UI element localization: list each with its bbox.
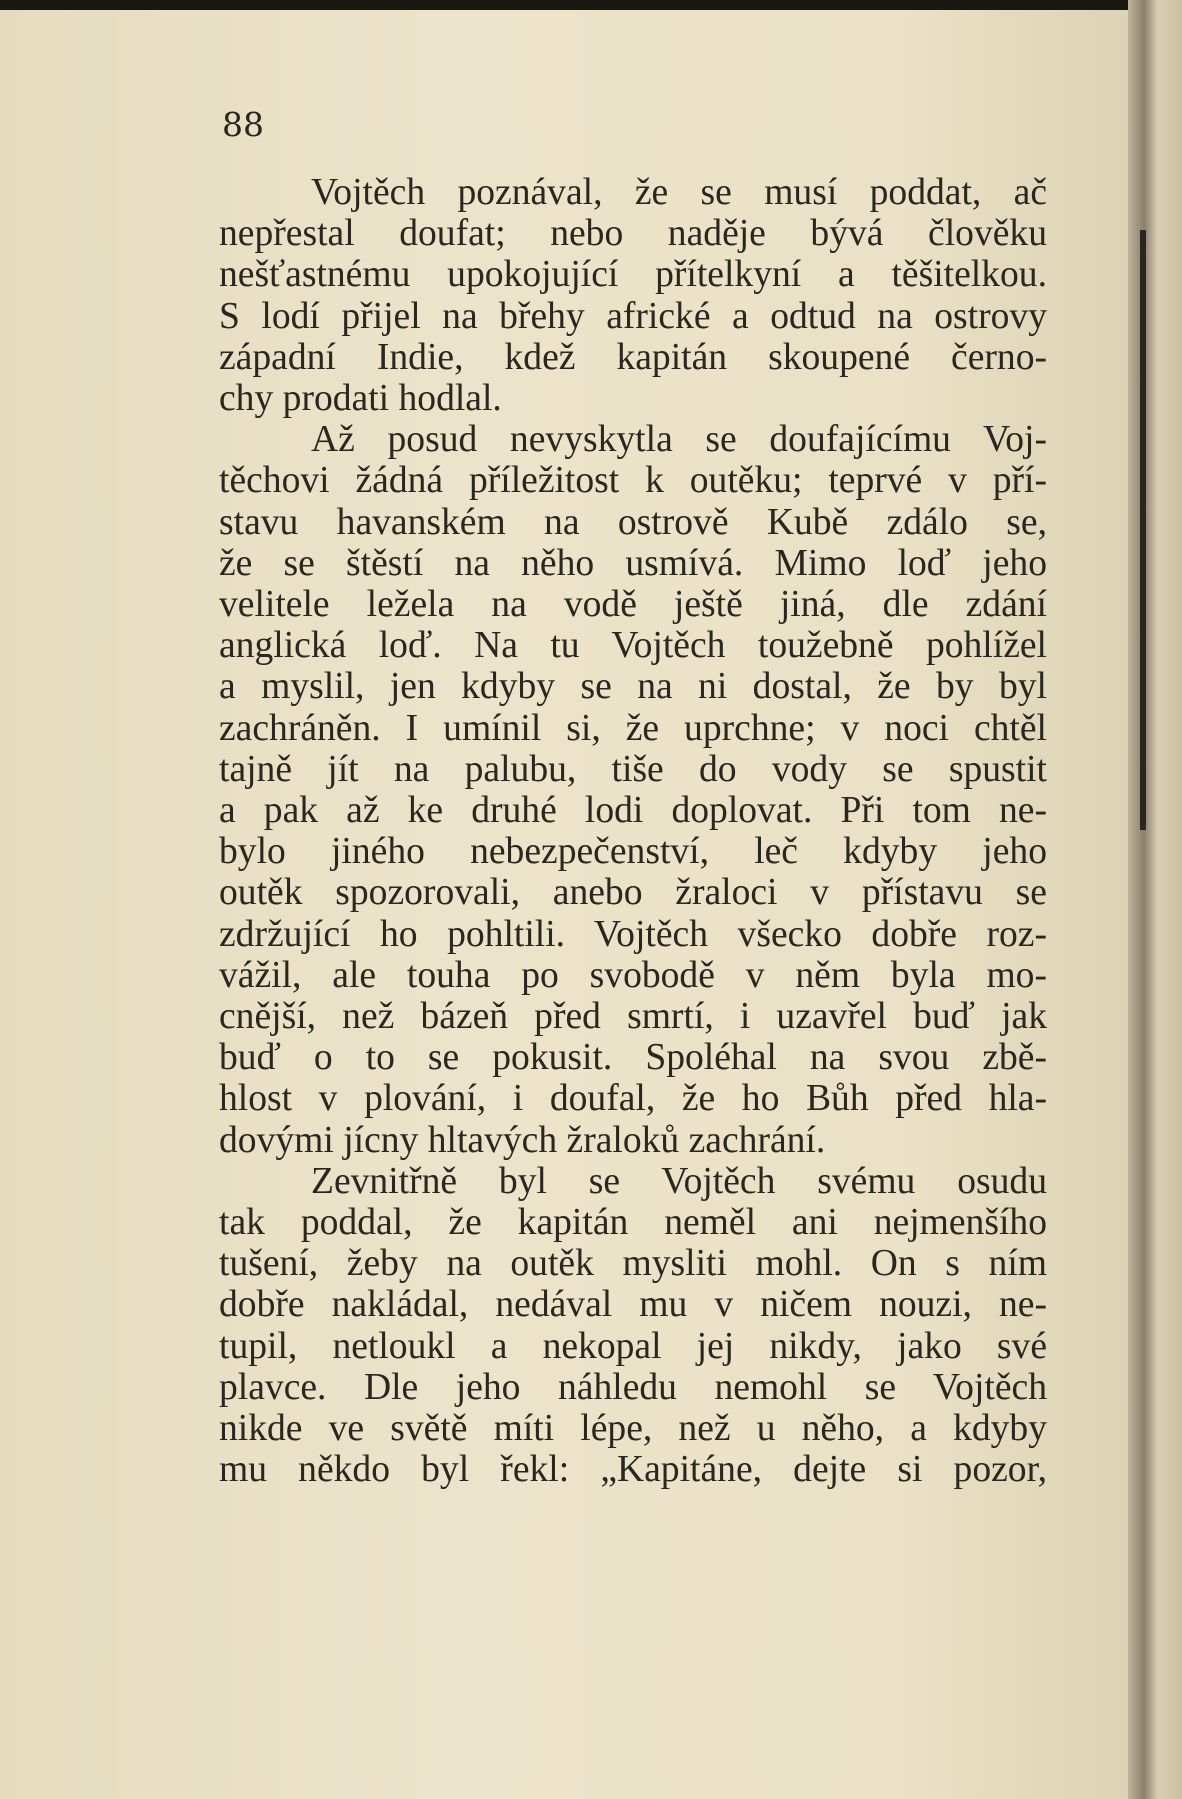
text-line: že se štěstí na něho usmívá. Mimo loď jeho xyxy=(219,542,1047,584)
text-line: dovými jícny hltavých žraloků zachrání. xyxy=(219,1119,826,1161)
page-edge xyxy=(1128,0,1182,1799)
paragraph-3 xyxy=(219,1161,1047,1491)
page-number: 88 xyxy=(222,105,264,144)
text-line: bylo jiného nebezpečenství, leč kdyby jeho xyxy=(219,831,1047,873)
text-line: cnější, než bázeň před smrtí, i uzavřel buď jak xyxy=(219,996,1047,1038)
text-line: buď o to se pokusit. Spoléhal na svou zbě- xyxy=(219,1037,1047,1079)
binding-shadow xyxy=(1140,230,1146,830)
text-line: anglická loď. Na tu Vojtěch toužebně pohlížel xyxy=(219,625,1047,667)
text-line: těchovi žádná příležitost k outěku; teprvé v pří- xyxy=(219,460,1047,502)
text-line: Vojtěch poznával, že se musí poddat, ač xyxy=(311,172,1047,213)
body-text xyxy=(219,172,1047,1491)
text-line: zachráněn. I umínil si, že uprchne; v noci chtěl xyxy=(219,707,1047,749)
text-line: nikde ve světě míti lépe, než u něho, a kdyby xyxy=(219,1408,1047,1450)
book-page xyxy=(0,10,1128,1799)
text-line: a pak až ke druhé lodi doplovat. Při tom ne- xyxy=(219,790,1047,832)
text-line: mu někdo byl řekl: „Kapitáne, dejte si pozor, xyxy=(219,1449,1047,1491)
text-line: dobře nakládal, nedával mu v ničem nouzi, ne- xyxy=(219,1284,1047,1326)
text-line: vážil, ale touha po svobodě v něm byla mo- xyxy=(219,954,1047,996)
text-line: Až posud nevyskytla se doufajícímu Voj- xyxy=(311,419,1047,461)
text-line: tupil, netloukl a nekopal jej nikdy, jako své xyxy=(219,1325,1047,1367)
text-line: hlost v plování, i doufal, že ho Bůh před hla- xyxy=(219,1078,1047,1120)
text-line: zdržující ho pohltili. Vojtěch všecko dobře roz- xyxy=(219,913,1047,955)
text-line: a myslil, jen kdyby se na ni dostal, že by byl xyxy=(219,666,1047,708)
text-line: Zevnitřně byl se Vojtěch svému osudu xyxy=(311,1160,1047,1202)
text-line: stavu havanském na ostrově Kubě zdálo se, xyxy=(219,501,1047,543)
text-line: západní Indie, kdež kapitán skoupené černo- xyxy=(219,336,1047,378)
text-line: nepřestal doufat; nebo naděje bývá člověku xyxy=(219,213,1047,255)
text-line: tajně jít na palubu, tiše do vody se spustit xyxy=(219,748,1047,790)
paragraph-2 xyxy=(219,419,1047,1161)
text-line: S lodí přijel na břehy africké a odtud na ostrovy xyxy=(219,295,1047,337)
paragraph-1 xyxy=(219,172,1047,419)
text-line: nešťastnému upokojující přítelkyní a těšitelkou. xyxy=(219,254,1047,296)
text-line: outěk spozorovali, anebo žraloci v přístavu se xyxy=(219,872,1047,914)
text-line: tušení, žeby na outěk mysliti mohl. On s ním xyxy=(219,1243,1047,1285)
text-line: plavce. Dle jeho náhledu nemohl se Vojtěch xyxy=(219,1366,1047,1408)
text-line: tak poddal, že kapitán neměl ani nejmenšího xyxy=(219,1202,1047,1244)
text-line: chy prodati hodlal. xyxy=(219,378,502,420)
text-line: velitele ležela na vodě ještě jiná, dle zdání xyxy=(219,584,1047,626)
